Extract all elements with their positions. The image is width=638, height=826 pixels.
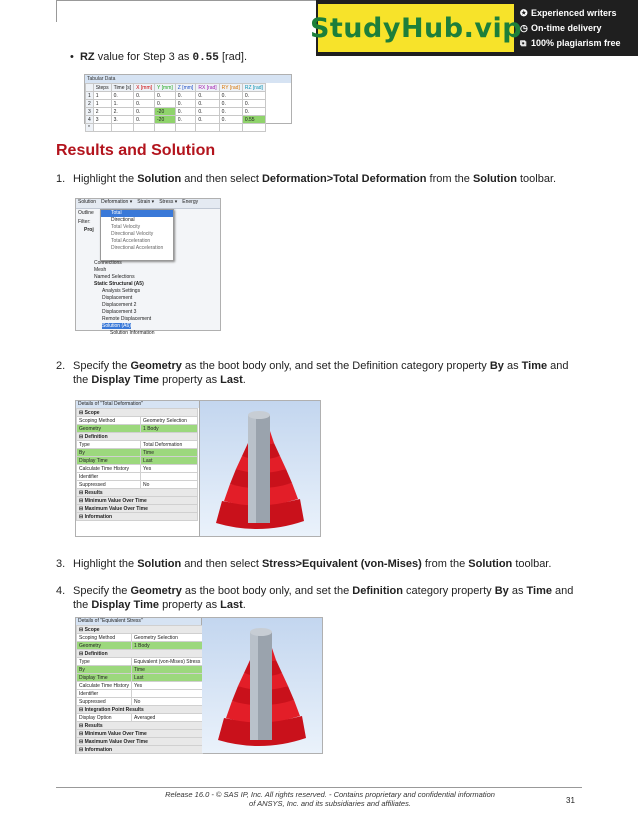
menu-item-total-velocity[interactable]: Total Velocity [111, 224, 141, 230]
table-row [86, 100, 266, 108]
tree-item[interactable]: Displacement 3 [102, 309, 137, 315]
details-property-label: Display Time [77, 674, 132, 682]
solution-toolbar [76, 199, 220, 209]
details-section-label: ⊟ Definition [77, 650, 203, 658]
step-number: 2. [56, 360, 66, 372]
step-bold-term: Time [526, 585, 552, 597]
step-text [73, 173, 556, 185]
table-cell[interactable]: 3. [111, 116, 134, 124]
table-cell[interactable]: 1 [86, 92, 94, 100]
tree-item[interactable]: Static Structural (A5) [94, 281, 144, 287]
table-cell[interactable]: 0. [196, 100, 219, 108]
details-property-value[interactable]: Yes [141, 465, 198, 473]
details-title: Details of "Equivalent Stress" [76, 618, 201, 625]
toolbar-energy-button[interactable]: Energy [182, 199, 199, 205]
tree-item[interactable]: Solution Information [110, 330, 155, 336]
tabular-data-title: Tabular Data [85, 75, 291, 83]
table-cell[interactable]: 0. [196, 116, 219, 124]
table-cell[interactable]: 0. [219, 100, 242, 108]
table-cell[interactable]: 3 [86, 108, 94, 116]
details-row[interactable] [77, 449, 198, 457]
step-bold-term: By [494, 585, 509, 597]
details-row[interactable] [77, 698, 203, 706]
details-row[interactable] [77, 473, 198, 481]
step-bold-term: Display Time [91, 374, 160, 386]
step-text-run: and then select [181, 558, 262, 570]
details-row[interactable] [77, 706, 203, 714]
details-property-label: Geometry [77, 425, 141, 433]
table-cell[interactable] [134, 124, 155, 132]
table-cell[interactable]: 0. [219, 108, 242, 116]
deformation-dropdown-menu [100, 209, 174, 261]
details-row[interactable] [77, 513, 198, 521]
step-text-run: from the [421, 558, 469, 570]
table-cell[interactable]: 0. [242, 92, 265, 100]
step-bold-term: Definition [352, 585, 403, 597]
table-cell[interactable]: -20 [155, 108, 176, 116]
details-panel [76, 618, 202, 753]
table-header-cell: Steps [93, 84, 111, 92]
table-cell[interactable]: 0. [134, 92, 155, 100]
tree-item-selected[interactable]: Solution (A6) [102, 323, 131, 329]
details-property-value[interactable]: 1 Body [132, 642, 203, 650]
table-cell[interactable]: 3 [93, 116, 111, 124]
tree-item[interactable]: Mesh [94, 267, 107, 273]
filter-label: Filter: [78, 219, 91, 225]
bullet-line [70, 50, 247, 65]
step-bold-term: Time [521, 360, 548, 372]
table-cell[interactable]: 1 [93, 100, 111, 108]
step-text-run: and then select [181, 173, 262, 185]
graphics-viewport[interactable] [202, 618, 322, 753]
tree-item[interactable]: Remote Displacement [102, 316, 152, 322]
step-text [73, 558, 551, 570]
details-row[interactable] [77, 650, 203, 658]
step-number: 4. [56, 585, 66, 597]
details-property-value[interactable]: Geometry Selection [132, 634, 203, 642]
step-1 [56, 172, 586, 186]
tabular-data-table [85, 83, 266, 132]
footer-rule [56, 787, 582, 788]
ad-logo[interactable]: StudyHub.vip [318, 4, 514, 52]
table-row [86, 116, 266, 124]
details-row[interactable] [77, 457, 198, 465]
details-section-label: ⊟ Results [77, 722, 203, 730]
details-property-label: Calculate Time History [77, 682, 132, 690]
ad-feature: On-time delivery [531, 23, 602, 33]
cylinder-shaft [248, 411, 270, 523]
table-cell[interactable] [111, 124, 134, 132]
table-header-cell: Time [s] [111, 84, 134, 92]
details-table [76, 625, 203, 754]
details-row[interactable] [77, 666, 203, 674]
table-cell[interactable]: 0. [134, 108, 155, 116]
copy-icon: ⧉ [520, 38, 527, 48]
details-row[interactable] [77, 634, 203, 642]
details-property-label: Identifier [77, 690, 132, 698]
menu-item-total[interactable]: Total [101, 210, 173, 217]
details-property-value[interactable]: Yes [132, 682, 203, 690]
tree-item[interactable]: Displacement 2 [102, 302, 137, 308]
footer-text [120, 790, 540, 808]
step-bold-term: Geometry [130, 585, 182, 597]
details-row[interactable] [77, 481, 198, 489]
menu-item-directional[interactable]: Directional [111, 217, 135, 223]
tree-item[interactable]: Analysis Settings [102, 288, 141, 294]
table-cell[interactable] [93, 124, 111, 132]
step-text-run: as [508, 585, 527, 597]
details-row[interactable] [77, 690, 203, 698]
details-row[interactable] [77, 433, 198, 441]
step-text [73, 584, 586, 612]
table-cell[interactable]: 0. [134, 100, 155, 108]
bullet-suffix: [rad]. [218, 51, 248, 63]
footer-line-1: Release 16.0 - © SAS IP, Inc. All rights reserved. - Contains proprietary and confidential information [165, 790, 495, 799]
details-title: Details of "Total Deformation" [76, 401, 199, 408]
cylinder-shaft [250, 628, 272, 740]
table-header-cell: RX [rad] [196, 84, 219, 92]
details-section-label: ⊟ Results [77, 489, 198, 497]
step-text-run: and the [73, 360, 569, 386]
section-heading: Results and Solution [56, 142, 216, 159]
details-property-label: Geometry [77, 642, 132, 650]
toolbar-solution-label: Solution [78, 199, 97, 205]
details-property-label: Type [77, 658, 132, 666]
outline-tab[interactable]: Outline [78, 210, 94, 216]
table-row [86, 124, 266, 132]
table-cell[interactable]: 4 [86, 116, 94, 124]
clock-icon: ◷ [520, 23, 528, 33]
details-row[interactable] [77, 465, 198, 473]
table-cell[interactable]: 0. [111, 92, 134, 100]
table-cell[interactable]: 0. [134, 116, 155, 124]
details-property-label: Calculate Time History [77, 465, 141, 473]
details-section-label: ⊟ Minimum Value Over Time [77, 497, 198, 505]
details-property-label: By [77, 666, 132, 674]
details-property-label: Suppressed [77, 698, 132, 706]
table-cell[interactable]: 0. [175, 100, 196, 108]
table-cell[interactable] [242, 124, 265, 132]
toolbar-strain-button[interactable]: Strain ▾ [137, 199, 155, 205]
details-property-label: Scoping Method [77, 417, 141, 425]
table-cell[interactable]: 0. [219, 116, 242, 124]
details-property-value[interactable]: Averaged [132, 714, 203, 722]
step-number: 1. [56, 173, 66, 185]
bullet-prefix: RZ [79, 51, 95, 63]
step-number: 3. [56, 558, 66, 570]
table-cell[interactable]: -20 [155, 116, 176, 124]
details-row[interactable] [77, 730, 203, 738]
table-cell[interactable]: 1 [93, 92, 111, 100]
table-cell[interactable]: 0. [196, 92, 219, 100]
details-property-value[interactable]: Geometry Selection [141, 417, 198, 425]
step-bold-term: Solution [472, 173, 517, 185]
step-text-run: toolbar. [512, 558, 552, 570]
details-property-value[interactable]: Last [132, 674, 203, 682]
tree-item[interactable]: Named Selections [94, 274, 135, 280]
details-row[interactable] [77, 738, 203, 746]
toolbar-stress-button[interactable]: Stress ▾ [159, 199, 178, 205]
table-header-cell: Y [mm] [155, 84, 176, 92]
star-icon: ✪ [520, 8, 528, 18]
step-text-run: property as [159, 374, 221, 386]
details-equivalent-stress-screenshot [75, 617, 323, 754]
step-4 [56, 584, 586, 612]
step-bold-term: By [489, 360, 504, 372]
table-cell[interactable] [155, 124, 176, 132]
details-row[interactable] [77, 674, 203, 682]
table-header-cell: RY [rad] [219, 84, 242, 92]
table-cell[interactable]: 2 [86, 100, 94, 108]
bullet-middle: value for Step 3 as [94, 51, 193, 63]
step-text-run: as the boot body only, and set the [181, 585, 353, 597]
details-panel [76, 401, 200, 536]
step-3 [56, 557, 586, 571]
step-bold-term: Solution [468, 558, 513, 570]
table-cell[interactable]: 2. [111, 108, 134, 116]
boot-model-graphic [200, 401, 320, 536]
step-bold-term: Solution [137, 173, 182, 185]
details-property-value[interactable]: 1 Body [141, 425, 198, 433]
boot-model-graphic [202, 618, 322, 753]
details-section-label: ⊟ Integration Point Results [77, 706, 203, 714]
details-property-label: Scoping Method [77, 634, 132, 642]
step-bold-term: Deformation>Total Deformation [261, 173, 427, 185]
menu-item-directional-velocity[interactable]: Directional Velocity [111, 231, 154, 237]
step-2 [56, 359, 586, 387]
details-property-label: Suppressed [77, 481, 141, 489]
bullet-dot: • [70, 51, 80, 63]
step-text-run: toolbar. [516, 173, 557, 185]
details-row[interactable] [77, 642, 203, 650]
details-row[interactable] [77, 489, 198, 497]
menu-item-directional-acceleration[interactable]: Directional Acceleration [111, 245, 164, 251]
toolbar-deformation-button[interactable]: Deformation ▾ [101, 199, 133, 205]
details-row[interactable] [77, 626, 203, 634]
details-row[interactable] [77, 746, 203, 754]
table-row [86, 92, 266, 100]
tree-item[interactable]: Connections [94, 260, 122, 266]
bullet-value: 0.55 [192, 52, 219, 64]
table-cell[interactable]: 0. [155, 100, 176, 108]
menu-item-total-acceleration[interactable]: Total Acceleration [111, 238, 151, 244]
step-bold-term: Last [220, 374, 243, 386]
table-cell[interactable]: 0. [219, 92, 242, 100]
table-cell[interactable]: 2 [93, 108, 111, 116]
details-property-label: Display Option [77, 714, 132, 722]
details-property-label: Display Time [77, 457, 141, 465]
table-header-cell: X [mm] [134, 84, 155, 92]
step-bold-term: Solution [137, 558, 182, 570]
table-cell[interactable]: 0. [242, 108, 265, 116]
details-property-label: Identifier [77, 473, 141, 481]
details-property-value[interactable]: Last [141, 457, 198, 465]
table-row [86, 108, 266, 116]
graphics-viewport[interactable] [200, 401, 320, 536]
step-text-run: as [503, 360, 522, 372]
step-text-run: . [242, 599, 246, 611]
table-cell[interactable]: * [86, 124, 94, 132]
step-text-run: and the [73, 585, 574, 611]
tree-item[interactable]: Displacement [102, 295, 133, 301]
step-text-run: Specify the [73, 360, 131, 372]
step-bold-term: Display Time [91, 599, 160, 611]
page-number: 31 [566, 796, 575, 805]
details-section-label: ⊟ Minimum Value Over Time [77, 730, 203, 738]
outline-tree [94, 260, 154, 337]
table-cell[interactable]: 0. [155, 92, 176, 100]
details-section-label: ⊟ Scope [77, 626, 203, 634]
step-bold-term: Last [220, 599, 243, 611]
details-row[interactable] [77, 441, 198, 449]
header-rule-vertical [56, 0, 57, 22]
details-property-value[interactable]: No [141, 481, 198, 489]
table-header-cell: RZ [rad] [242, 84, 265, 92]
details-row[interactable] [77, 425, 198, 433]
table-cell[interactable]: 0. [196, 108, 219, 116]
table-cell[interactable]: 0. [175, 116, 196, 124]
step-text-run: Highlight the [73, 173, 138, 185]
step-text-run: Highlight the [73, 558, 138, 570]
table-header-cell: Z [mm] [175, 84, 196, 92]
details-row[interactable] [77, 417, 198, 425]
tree-project[interactable]: Proj [84, 227, 94, 233]
table-cell[interactable]: 1. [111, 100, 134, 108]
step-bold-term: Stress>Equivalent (von-Mises) [261, 558, 422, 570]
step-text-run: as the boot body only, and set the Definition category property [181, 360, 490, 372]
details-property-value[interactable]: No [132, 698, 203, 706]
table-cell[interactable]: 0. [175, 92, 196, 100]
step-text-run: property as [159, 599, 221, 611]
details-row[interactable] [77, 714, 203, 722]
table-cell[interactable] [196, 124, 219, 132]
details-section-label: ⊟ Information [77, 746, 203, 754]
ad-feature: 100% plagiarism free [531, 38, 621, 48]
table-header-cell [86, 84, 94, 92]
ad-feature-list [520, 6, 636, 51]
step-text-run: category property [402, 585, 495, 597]
details-section-label: ⊟ Scope [77, 409, 198, 417]
details-section-label: ⊟ Information [77, 513, 198, 521]
details-row[interactable] [77, 722, 203, 730]
details-property-value[interactable]: Equivalent (von-Mises) Stress [132, 658, 203, 666]
details-row[interactable] [77, 505, 198, 513]
step-text-run: . [242, 374, 246, 386]
header-rule [56, 0, 321, 1]
tabular-data-panel [84, 74, 292, 131]
step-bold-term: Geometry [130, 360, 182, 372]
solution-toolbar-screenshot [75, 198, 221, 336]
table-cell[interactable]: 0. [175, 108, 196, 116]
step-text-run: Specify the [73, 585, 131, 597]
details-row[interactable] [77, 682, 203, 690]
details-property-value[interactable]: Total Deformation [141, 441, 198, 449]
details-row[interactable] [77, 409, 198, 417]
details-property-value[interactable] [132, 690, 203, 698]
table-cell[interactable] [175, 124, 196, 132]
details-table [76, 408, 198, 521]
details-property-label: By [77, 449, 141, 457]
footer-line-2: of ANSYS, Inc. and its subsidiaries and affiliates. [249, 799, 411, 808]
step-text [73, 359, 586, 387]
ad-feature: Experienced writers [531, 8, 617, 18]
details-property-value[interactable]: Time [141, 449, 198, 457]
details-row[interactable] [77, 658, 203, 666]
details-property-value[interactable]: Time [132, 666, 203, 674]
details-row[interactable] [77, 497, 198, 505]
details-total-deformation-screenshot [75, 400, 321, 537]
details-section-label: ⊟ Maximum Value Over Time [77, 738, 203, 746]
details-section-label: ⊟ Maximum Value Over Time [77, 505, 198, 513]
table-cell[interactable] [219, 124, 242, 132]
table-cell[interactable]: 0. [242, 100, 265, 108]
details-property-label: Type [77, 441, 141, 449]
table-cell[interactable]: 0.55 [242, 116, 265, 124]
step-text-run: from the [426, 173, 473, 185]
details-property-value[interactable] [141, 473, 198, 481]
details-section-label: ⊟ Definition [77, 433, 198, 441]
